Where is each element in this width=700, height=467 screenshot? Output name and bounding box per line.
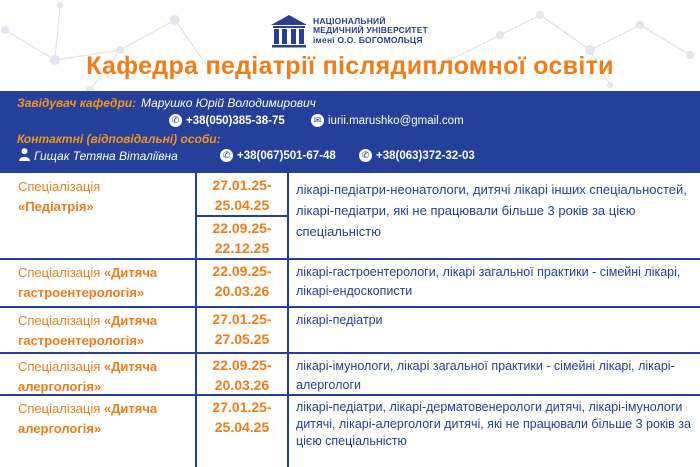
email-icon: ✉	[311, 114, 324, 127]
contact-phone-2-text: +38(063)372-32-03	[376, 149, 475, 162]
head-phone-text: +38(050)385-38-75	[186, 114, 285, 127]
spec-prefix: Спеціалізація	[18, 313, 101, 328]
row-divider	[0, 352, 700, 354]
date-start: 22.09.25-	[212, 357, 272, 373]
logo-mark	[270, 14, 308, 48]
date-start: 22.09.25-	[212, 220, 272, 236]
column-divider	[287, 173, 289, 467]
table-row-1-spec	[0, 173, 196, 259]
table-row-4-spec	[0, 353, 196, 395]
spec-name: «Педіатрія»	[18, 199, 94, 214]
date-start: 27.01.25-	[212, 177, 272, 193]
table-row-2-spec	[0, 259, 196, 307]
column-divider	[195, 173, 197, 467]
date-end: 20.03.26	[214, 377, 270, 393]
table-row-1-dates-2	[196, 216, 288, 259]
date-end: 20.03.26	[214, 283, 270, 299]
spec-name: «Дитяча гастроентерологія»	[18, 265, 158, 300]
table-row-4-dates	[196, 353, 288, 395]
date-start: 22.09.25-	[212, 263, 272, 279]
table-row-5-audience: лікарі-педіатри, лікарі-дерматовенерологи дитячі, лікарі-імунологи дитячі, лікарі-алергологи дитячі, які не працювали більше 3 років за цією спеціальністю	[296, 400, 691, 448]
table-row-4-audience: лікарі-імунологи, лікарі загальної практики - сімейні лікарі, лікарі-алергологи	[296, 359, 675, 392]
date-end: 22.12.25	[214, 240, 270, 256]
spec-prefix: Спеціалізація	[18, 401, 101, 416]
table-row-3-spec	[0, 307, 196, 353]
person-icon	[19, 148, 30, 161]
phone-icon: ✆	[220, 149, 233, 162]
table-row-5-spec	[0, 395, 196, 467]
logo-text	[313, 17, 428, 46]
head-name: Марушко Юрій Володимирович	[141, 96, 316, 110]
table-row-2-dates	[196, 259, 288, 307]
row-divider	[0, 394, 700, 396]
table-row-1-audience: лікарі-педіатри-неонатологи, дитячі лікарі інших спеціальностей, лікарі-педіатри, які не працювали більше 3 років за цією спеціальністю	[296, 182, 687, 239]
date-end: 27.05.25	[214, 331, 270, 347]
page-title: Кафедра педіатрії післядипломної освіти	[86, 52, 614, 80]
university-logo	[270, 14, 428, 48]
spec-name: «Дитяча гастроентерологія»	[18, 313, 158, 348]
table-row-3-audience: лікарі-педіатри	[296, 313, 383, 327]
contacts-band	[0, 91, 700, 173]
head-label: Завідувач кафедри:	[17, 96, 137, 110]
table-row-5-dates	[196, 395, 288, 467]
specializations-table	[0, 173, 700, 467]
contact-phone-1[interactable]	[220, 149, 336, 162]
logo-line-3: імені О.О. БОГОМОЛЬЦЯ	[313, 34, 423, 45]
head-phone[interactable]	[169, 114, 285, 127]
row-divider	[196, 215, 288, 217]
spec-prefix: Спеціалізація	[18, 359, 101, 374]
head-email-text: iurii.marushko@gmail.com	[328, 114, 464, 127]
spec-prefix: Спеціалізація	[18, 179, 101, 194]
date-start: 27.01.25-	[212, 311, 272, 327]
head-email[interactable]	[311, 114, 464, 127]
contact-phone-2[interactable]	[359, 149, 475, 162]
row-divider	[0, 258, 700, 260]
contact-label: Контактні (відповідальні) особи:	[17, 132, 221, 146]
spec-name: «Дитяча алергологія»	[18, 359, 158, 394]
contact-phone-1-text: +38(067)501-67-48	[237, 149, 336, 162]
date-end: 25.04.25	[214, 197, 270, 213]
logo-line-1: НАЦІОНАЛЬНИЙ	[313, 15, 386, 26]
date-end: 25.04.25	[214, 419, 270, 435]
table-row-1-dates-1	[196, 173, 288, 216]
logo-line-2: МЕДИЧНИЙ УНІВЕРСИТЕТ	[313, 25, 428, 36]
spec-name: «Дитяча алергологія»	[18, 401, 158, 436]
phone-icon: ✆	[169, 114, 182, 127]
table-row-3-dates	[196, 307, 288, 353]
date-start: 27.01.25-	[212, 399, 272, 415]
phone-icon: ✆	[359, 149, 372, 162]
row-divider	[0, 306, 700, 308]
contact-name: Гищак Тетяна Віталіївна	[34, 149, 178, 163]
spec-prefix: Спеціалізація	[18, 265, 101, 280]
table-row-2-audience: лікарі-гастроентерологи, лікарі загальної практики - сімейні лікарі, лікарі-ендоскописти	[296, 265, 681, 298]
